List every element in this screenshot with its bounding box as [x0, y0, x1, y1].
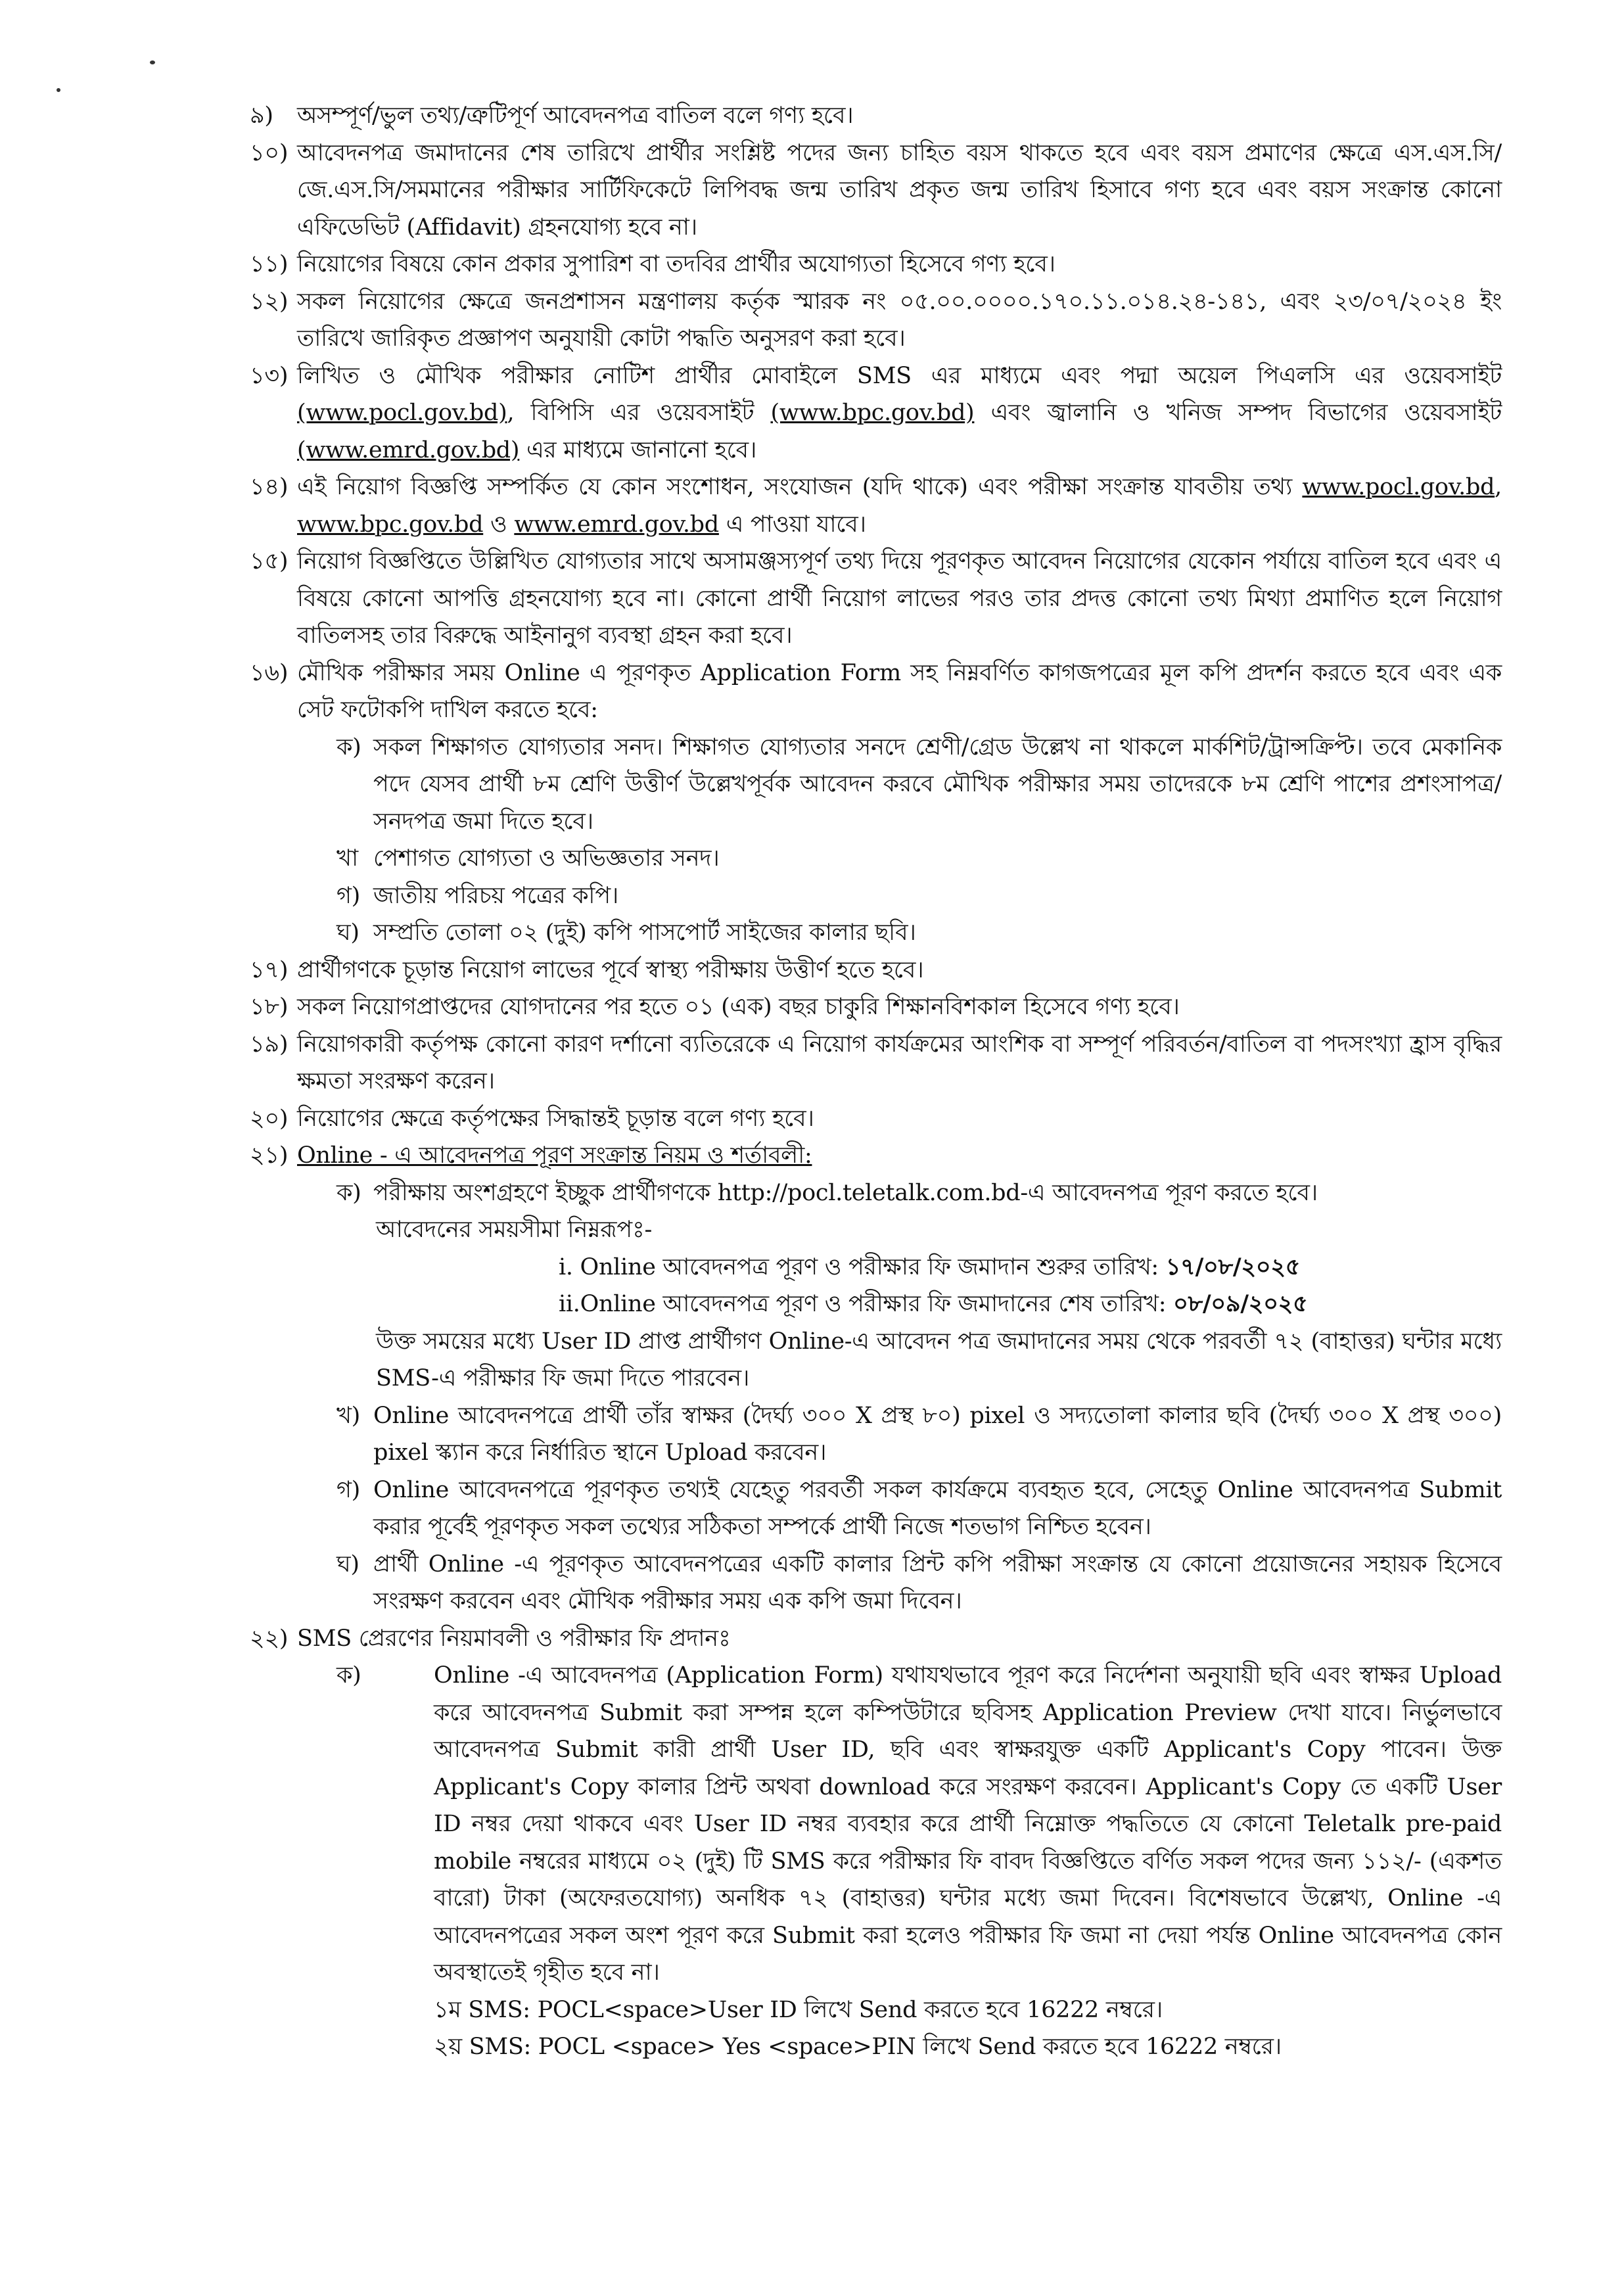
sub-text: জাতীয় পরিচয় পত্রের কপি। — [373, 882, 619, 909]
clause-number: ৯) — [250, 103, 273, 129]
clause-22-ka — [336, 1657, 1502, 1992]
clause-number: ১৫) — [250, 548, 289, 574]
clause-21 — [250, 1137, 1502, 1175]
clause-20 — [250, 1100, 1502, 1138]
clause-16-kha — [336, 840, 1502, 877]
text-run: এ পাওয়া যাবে। — [718, 511, 866, 538]
clause-22 — [250, 1620, 1502, 1658]
sub-label: ঘ) — [336, 1551, 360, 1577]
clause-text: আবেদনপত্র জমাদানের শেষ তারিখে প্রার্থীর সংশ্লিষ্ট পদের জন্য চাহিত বয়স থাকতে হবে এবং বয়স প্রমাণের ক্ষেত্রে এস.এস.সি/জে.এস.সি/সমমানের পরীক্ষার সার্টিফিকেটে লিপিবদ্ধ জন্ম তারিখ প্রকৃত জন্ম তারিখ হিসাবে গণ্য হবে এবং বয়স সংক্রান্ত কোনো এফিডেভিট (Affidavit) গ্রহনযোগ্য হবে না। — [297, 139, 1502, 241]
sub-text: পরীক্ষায় অংশগ্রহণে ইচ্ছুক প্রার্থীগণকে http://pocl.teletalk.com.bd-এ আবেদনপত্র পূরণ করতে হবে। — [373, 1179, 1318, 1206]
clause-text: নিয়োগকারী কর্তৃপক্ষ কোনো কারণ দর্শানো ব্যতিরেকে এ নিয়োগ কার্যক্রমের আংশিক বা সম্পূর্ণ পরিবর্তন/বাতিল বা পদসংখ্যা হ্রাস বৃদ্ধির ক্ষমতা সংরক্ষণ করেন। — [297, 1031, 1502, 1094]
notice-content — [250, 97, 1502, 2066]
sub-label: খা — [336, 845, 358, 872]
text-run: ও — [483, 511, 515, 538]
clause-16 — [250, 655, 1502, 729]
start-date-value: ১৭/০৮/২০২৫ — [1165, 1253, 1301, 1280]
text-run: এর মাধ্যমে জানানো হবে। — [519, 436, 757, 463]
clause-text: নিয়োগের ক্ষেত্রে কর্তৃপক্ষের সিদ্ধান্তই চূড়ান্ত বলে গণ্য হবে। — [297, 1105, 814, 1132]
sub-text: প্রার্থী Online -এ পূরণকৃত আবেদনপত্রের একটি কালার প্রিন্ট কপি পরীক্ষা সংক্রান্ত যে কোনো প্রয়োজনের সহায়ক হিসেবে সংরক্ষণ করবেন এবং মৌখিক পরীক্ষার সময় এক কপি জমা দিবেন। — [373, 1551, 1502, 1614]
clause-number: ১৪) — [250, 474, 289, 500]
clause-16-ga — [336, 877, 1502, 915]
clause-13 — [250, 358, 1502, 469]
text-run: , — [1495, 474, 1502, 500]
clause-text: সকল নিয়োগপ্রাপ্তদের যোগদানের পর হতে ০১ (এক) বছর চাকুরি শিক্ষানবিশকাল হিসেবে গণ্য হবে। — [297, 994, 1180, 1020]
scan-speck — [150, 60, 155, 64]
clause-9 — [250, 97, 1502, 135]
end-date-value: ০৮/০৯/২০২৫ — [1173, 1290, 1308, 1317]
clause-10 — [250, 135, 1502, 246]
clause-14 — [250, 469, 1502, 543]
clause-15 — [250, 543, 1502, 655]
clause-17 — [250, 952, 1502, 989]
clause-number: ১১) — [250, 251, 289, 277]
clause-18 — [250, 989, 1502, 1026]
clause-21-heading: Online - এ আবেদনপত্র পূরণ সংক্রান্ত নিয়ম ও শর্তাবলী: — [297, 1142, 812, 1169]
sub-label: ক) — [336, 1662, 361, 1689]
clause-22-heading: SMS প্রেরণের নিয়মাবলী ও পরীক্ষার ফি প্রদানঃ — [297, 1625, 731, 1652]
clause-text: সকল নিয়োগের ক্ষেত্রে জনপ্রশাসন মন্ত্রণালয় কর্তৃক স্মারক নং ০৫.০০.০০০০.১৭০.১১.০১৪.২৪-১৪১, এবং ২৩/০৭/২০২৪ ইং তারিখে জারিকৃত প্রজ্ঞাপণ অনুযায়ী কোটা পদ্ধতি অনুসরণ করা হবে। — [297, 288, 1502, 352]
fee-window-note: উক্ত সময়ের মধ্যে User ID প্রাপ্ত প্রার্থীগণ Online-এ আবেদন পত্র জমাদানের সময় থেকে পরবর্তী ৭২ (বাহাত্তর) ঘন্টার মধ্যে SMS-এ পরীক্ষার ফি জমা দিতে পারবেন। — [376, 1328, 1502, 1391]
clause-number: ১৯) — [250, 1031, 289, 1058]
clause-number: ১৮) — [250, 994, 289, 1020]
sub-text: পেশাগত যোগ্যতা ও অভিজ্ঞতার সনদ। — [373, 845, 720, 872]
clause-text — [297, 469, 1502, 543]
roman-label: i. — [559, 1253, 580, 1280]
roman-label: ii. — [559, 1291, 580, 1317]
sub-text: Online আবেদনপত্রে প্রার্থী তাঁর স্বাক্ষর (দৈর্ঘ্য ৩০০ X প্রস্থ ৮০) pixel ও সদ্যতোলা কালার ছবি (দৈর্ঘ্য ৩০০ X প্রস্থ ৩০০) pixel স্ক্যান করে নির্ধারিত স্থানে Upload করবেন। — [373, 1402, 1502, 1466]
clause-number: ১৭) — [250, 956, 289, 983]
sub-label: গ) — [336, 882, 360, 909]
sub-label: খ) — [336, 1402, 361, 1429]
clause-number: ১০) — [250, 139, 289, 166]
clause-21-kha — [336, 1397, 1502, 1472]
clause-16-gha — [336, 914, 1502, 952]
bpc-website-link[interactable]: (www.bpc.gov.bd) — [770, 400, 975, 426]
text-run: লিখিত ও মৌখিক পরীক্ষার নোটিশ প্রার্থীর মোবাইলে SMS এর মাধ্যমে এবং পদ্মা অয়েল পিএলসি এর ওয়েবসাইট — [297, 362, 1502, 389]
pocl-website-link[interactable]: (www.pocl.gov.bd) — [297, 400, 507, 426]
clause-21-ga — [336, 1472, 1502, 1546]
clause-number: ১৩) — [250, 362, 289, 389]
clause-text: মৌখিক পরীক্ষার সময় Online এ পূরণকৃত Application Form সহ নিম্নবর্ণিত কাগজপত্রের মূল কপি প্রদর্শন করতে হবে এবং এক সেট ফটোকপি দাখিল করতে হবে: — [297, 659, 1502, 723]
sms-step-2: ২য় SMS: POCL <space> Yes <space>PIN লিখে Send করতে হবে 16222 নম্বরে। — [434, 2034, 1282, 2060]
emrd-website-link[interactable]: www.emrd.gov.bd — [514, 511, 719, 538]
sub-text: সকল শিক্ষাগত যোগ্যতার সনদ। শিক্ষাগত যোগ্যতার সনদে শ্রেণী/গ্রেড উল্লেখ না থাকলে মার্কশিট/ট্রান্সক্রিপ্ট। তবে মেকানিক পদে যেসব প্রার্থী ৮ম শ্রেণি উত্তীর্ণ উল্লেখপূর্বক আবেদন করবে মৌখিক পরীক্ষার সময় তাদেরকে ৮ম শ্রেণি পাশের প্রশংসাপত্র/ সনদপত্র জমা দিতে হবে। — [373, 734, 1502, 835]
clause-text: প্রার্থীগণকে চূড়ান্ত নিয়োগ লাভের পূর্বে স্বাস্থ্য পরীক্ষায় উত্তীর্ণ হতে হবে। — [297, 956, 924, 983]
clause-number: ২২) — [250, 1625, 289, 1652]
pocl-website-link[interactable]: www.pocl.gov.bd — [1302, 474, 1495, 500]
clause-text: অসম্পূর্ণ/ভুল তথ্য/ত্রুটিপূর্ণ আবেদনপত্র বাতিল বলে গণ্য হবে। — [297, 103, 854, 129]
scan-speck — [57, 88, 60, 92]
sub-text: সম্প্রতি তোলা ০২ (দুই) কপি পাসপোর্ট সাইজের কালার ছবি। — [373, 920, 916, 946]
clause-number: ১৬) — [250, 659, 289, 686]
sub-text: Online -এ আবেদনপত্র (Application Form) যথাযথভাবে পূরণ করে নির্দেশনা অনুযায়ী ছবি এবং স্বাক্ষর Upload করে আবেদনপত্র Submit করা সম্পন্ন হলে কম্পিউটারে ছবিসহ Application Preview দেখা যাবে। নির্ভুলভাবে আবেদনপত্র Submit কারী প্রার্থী User ID, ছবি এবং স্বাক্ষরযুক্ত একটি Applicant's Copy পাবেন। উক্ত Applicant's Copy কালার প্রিন্ট অথবা download করে সংরক্ষণ করবেন। Applicant's Copy তে একটি User ID নম্বর দেয়া থাকবে এবং User ID নম্বর ব্যবহার করে প্রার্থী নিম্নোক্ত পদ্ধতিতে যে কোনো Teletalk pre-paid mobile নম্বরের মাধ্যমে ০২ (দুই) টি SMS করে পরীক্ষার ফি বাবদ বিজ্ঞপ্তিতে বর্ণিত সকল পদের জন্য ১১২/- (একশত বারো) টাকা (অফেরতযোগ্য) অনধিক ৭২ (বাহাত্তর) ঘন্টার মধ্যে জমা দিবেন। বিশেষভাবে উল্লেখ্য, Online -এ আবেদনপত্রের সকল অংশ পূরণ করে Submit করা হলেও পরীক্ষার ফি জমা না দেয়া পর্যন্ত Online আবেদনপত্র কোন অবস্থাতেই গৃহীত হবে না। — [434, 1662, 1502, 1986]
clause-11 — [250, 246, 1502, 283]
end-date-text: Online আবেদনপত্র পূরণ ও পরীক্ষার ফি জমাদানের শেষ তারিখ: — [580, 1291, 1174, 1317]
start-date-line — [559, 1249, 1502, 1286]
text-run: , বিপিসি এর ওয়েবসাইট — [507, 400, 771, 426]
sub-label: গ) — [336, 1476, 360, 1503]
application-period-label: আবেদনের সময়সীমা নিম্নরূপঃ- — [376, 1217, 652, 1243]
end-date-line — [559, 1286, 1502, 1323]
sub-text: Online আবেদনপত্রে পূরণকৃত তথ্যই যেহেতু পরবর্তী সকল কার্যক্রমে ব্যবহৃত হবে, সেহেতু Online আবেদনপত্র Submit করার পূর্বেই পূরণকৃত সকল তথ্যের সঠিকতা সম্পর্কে প্রার্থী নিজে শতভাগ নিশ্চিত হবেন। — [373, 1476, 1502, 1540]
clause-21-gha — [336, 1546, 1502, 1620]
clause-text — [297, 358, 1502, 469]
clause-number: ১২) — [250, 288, 289, 315]
sms-step-1: ১ম SMS: POCL<space>User ID লিখে Send করতে হবে 16222 নম্বরে। — [434, 1996, 1163, 2023]
clause-16-ka — [336, 729, 1502, 841]
clause-19 — [250, 1026, 1502, 1100]
text-run: এই নিয়োগ বিজ্ঞপ্তি সম্পর্কিত যে কোন সংশোধন, সংযোজন (যদি থাকে) এবং পরীক্ষা সংক্রান্ত যাবতীয় তথ্য — [297, 474, 1303, 500]
clause-number: ২০) — [250, 1105, 289, 1132]
sub-label: ঘ) — [336, 920, 360, 946]
clause-21-ka — [336, 1175, 1502, 1212]
start-date-text: Online আবেদনপত্র পূরণ ও পরীক্ষার ফি জমাদান শুরুর তারিখ: — [580, 1253, 1166, 1280]
emrd-website-link[interactable]: (www.emrd.gov.bd) — [297, 436, 520, 463]
text-run: এবং জ্বালানি ও খনিজ সম্পদ বিভাগের ওয়েবসাইট — [974, 400, 1502, 426]
clause-text: নিয়োগের বিষয়ে কোন প্রকার সুপারিশ বা তদবির প্রার্থীর অযোগ্যতা হিসেবে গণ্য হবে। — [297, 251, 1056, 277]
clause-text: নিয়োগ বিজ্ঞপ্তিতে উল্লিখিত যোগ্যতার সাথে অসামঞ্জস্যপূর্ণ তথ্য দিয়ে পূরণকৃত আবেদন নিয়োগের যেকোন পর্যায়ে বাতিল হবে এবং এ বিষয়ে কোনো আপত্তি গ্রহনযোগ্য হবে না। কোনো প্রার্থী নিয়োগ লাভের পরও তার প্রদত্ত কোনো তথ্য মিথ্যা প্রমাণিত হলে নিয়োগ বাতিলসহ তার বিরুদ্ধে আইনানুগ ব্যবস্থা গ্রহন করা হবে। — [297, 548, 1502, 649]
clause-12 — [250, 283, 1502, 358]
clause-number: ২১) — [250, 1142, 289, 1169]
sub-label: ক) — [336, 1179, 361, 1206]
sub-label: ক) — [336, 734, 361, 760]
bpc-website-link[interactable]: www.bpc.gov.bd — [297, 511, 484, 538]
